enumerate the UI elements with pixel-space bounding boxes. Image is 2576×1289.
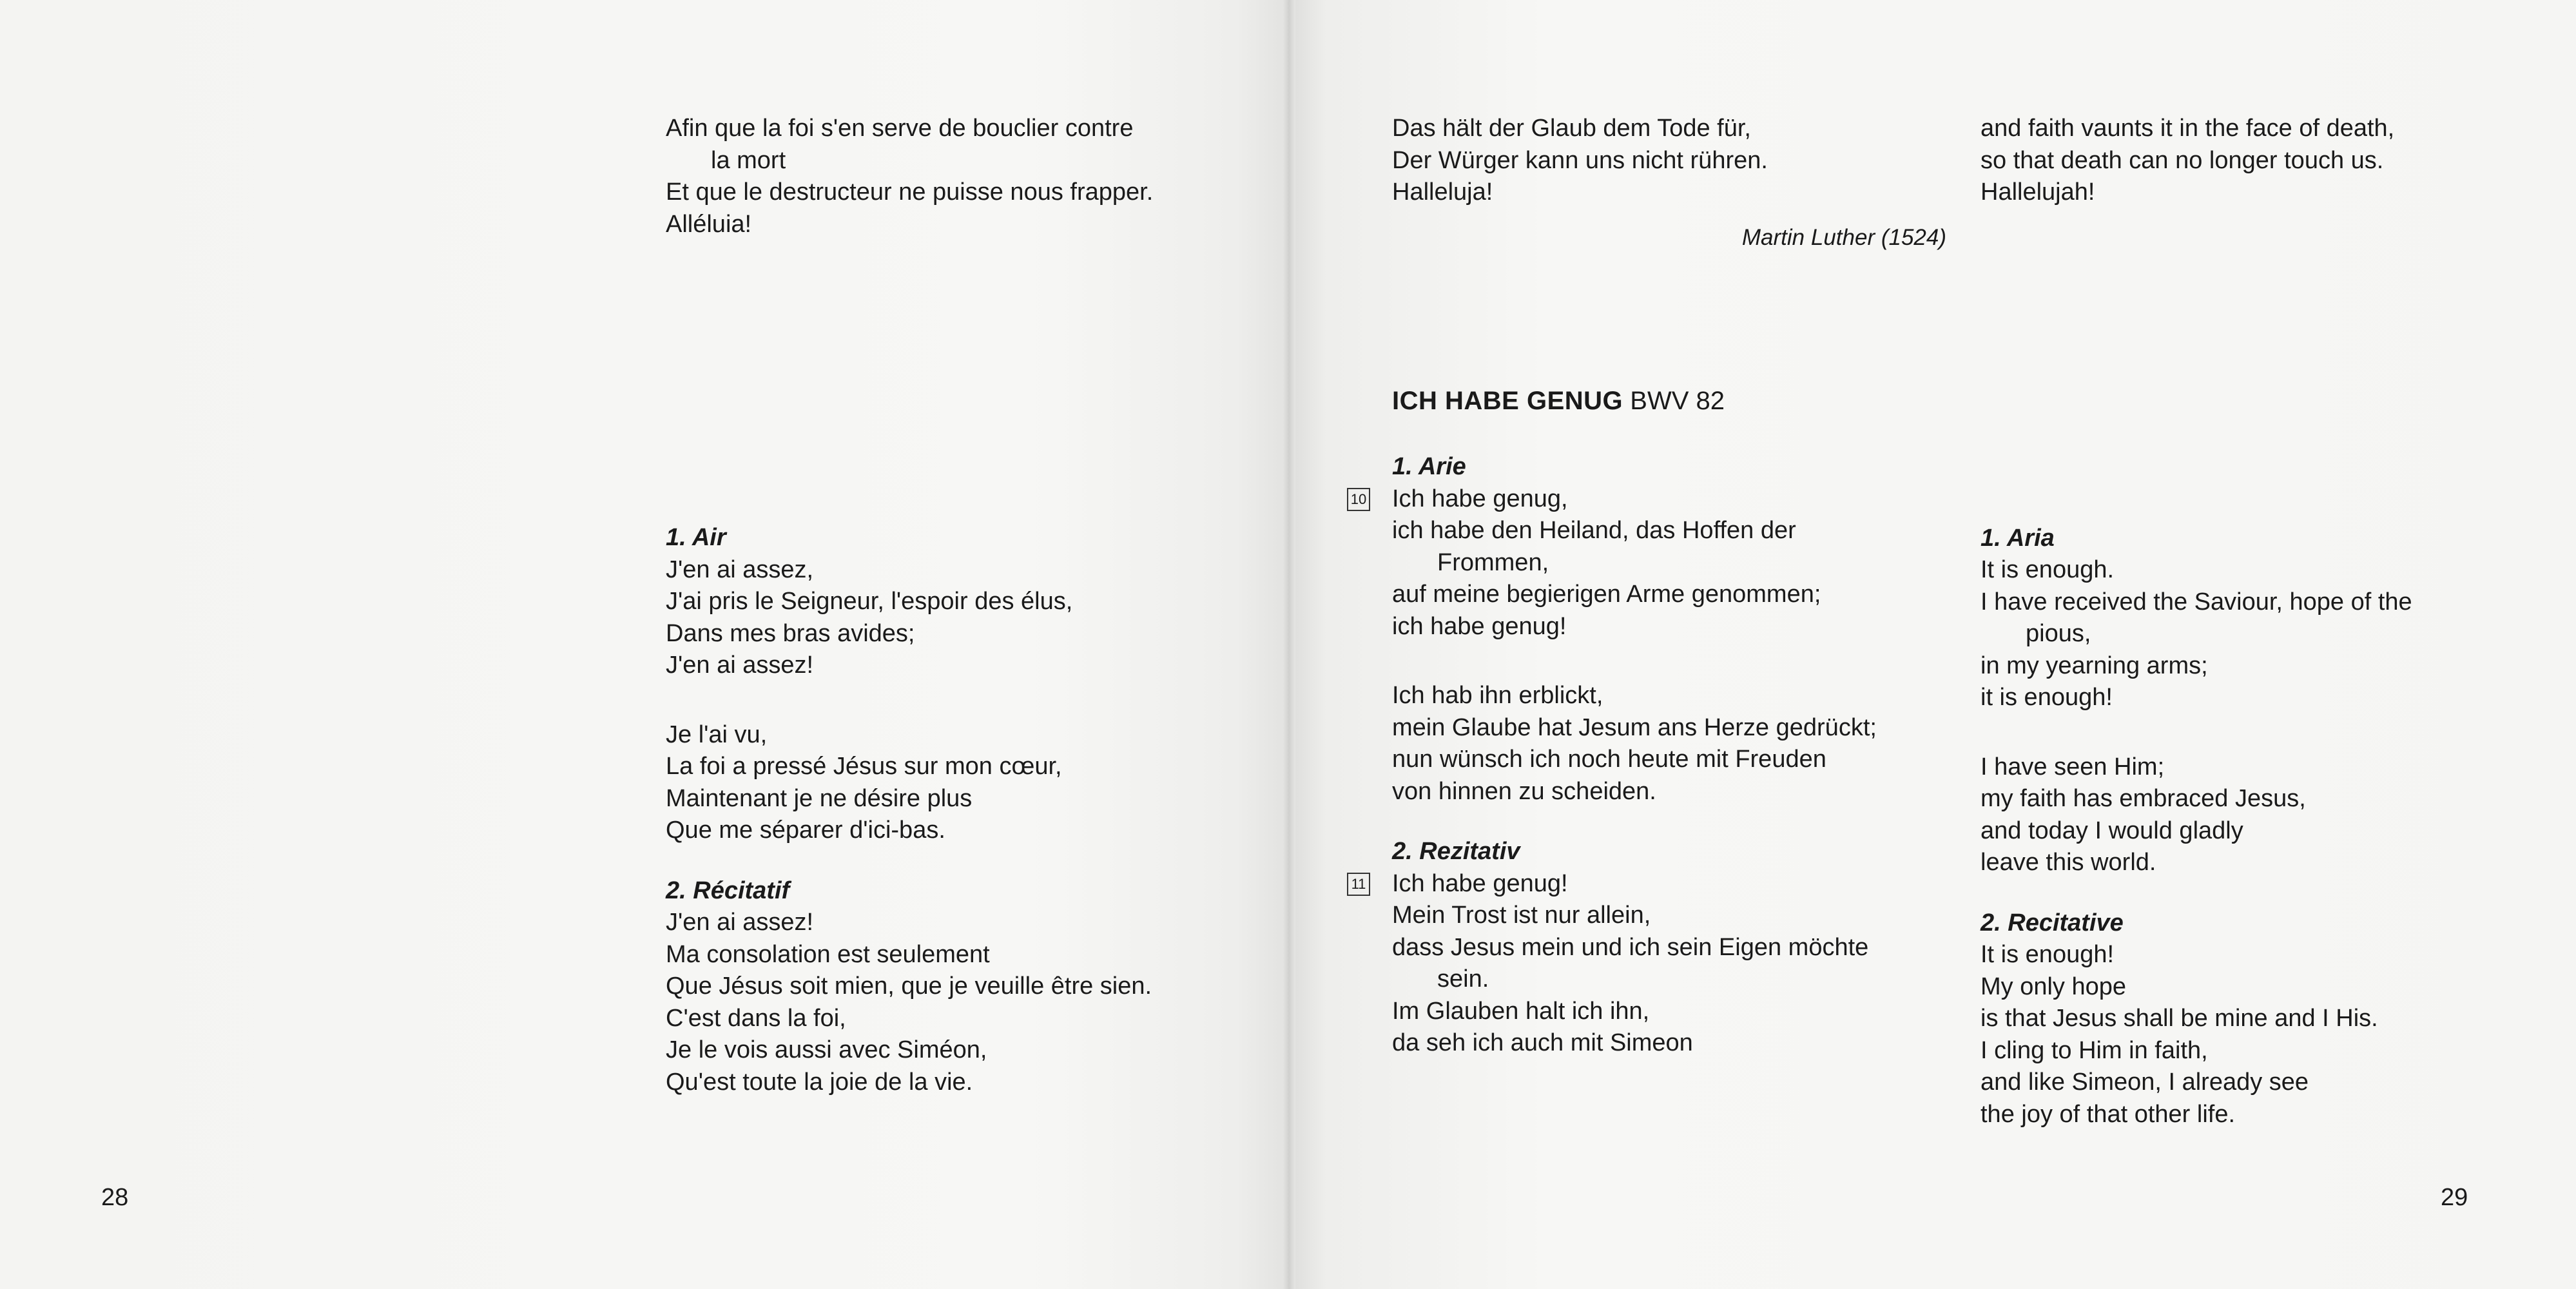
stanza-gap (1392, 808, 1959, 836)
work-catalog-number: BWV 82 (1630, 387, 1725, 415)
text-line: ich habe genug! (1392, 612, 1567, 640)
text-line: so that death can no longer touch us. (1980, 146, 2384, 174)
text-line: Halleluja! (1392, 179, 1493, 206)
text-line: nun wünsch ich noch heute mit Freuden (1392, 746, 1826, 773)
text-line: and faith vaunts it in the face of death, (1980, 115, 2395, 142)
stanza-gap (1980, 879, 2535, 907)
text-line: It is enough! (1980, 941, 2115, 968)
text-line: La foi a pressé Jésus sur mon cœur, (666, 753, 1062, 780)
text-line: Dans mes bras avides; (666, 619, 915, 647)
text-line: in my yearning arms; (1980, 652, 2208, 679)
track-number-badge: 10 (1347, 488, 1370, 511)
text-line: auf meine begierigen Arme genommen; (1392, 581, 1821, 608)
text-line: da seh ich auch mit Simeon (1392, 1029, 1693, 1056)
text-line: von hinnen zu scheiden. (1392, 777, 1656, 805)
text-line: Que me séparer d'ici-bas. (666, 817, 945, 844)
text-line: Afin que la foi s'en serve de bouclier contre (666, 115, 1134, 142)
french-text-column (666, 113, 1246, 1098)
text-line: sein. (1437, 965, 1489, 993)
text-line: Ich hab ihn erblickt, (1392, 682, 1603, 709)
text-line: ich habe den Heiland, das Hoffen der (1392, 517, 1796, 544)
work-title (1392, 384, 1959, 418)
text-line: J'en ai assez! (666, 652, 814, 679)
spacer (1980, 209, 2535, 523)
text-line: my faith has embraced Jesus, (1980, 785, 2306, 812)
text-line: J'en ai assez, (666, 556, 814, 583)
text-line: J'en ai assez! (666, 909, 814, 936)
text-line: dass Jesus mein und ich sein Eigen möchte (1392, 933, 1869, 961)
spacer (1392, 253, 1959, 384)
text-line: Hallelujah! (1980, 179, 2095, 206)
text-line: Je l'ai vu, (666, 721, 768, 748)
spacer (1392, 418, 1959, 451)
stanza (1350, 483, 1959, 643)
text-line: leave this world. (1980, 849, 2156, 876)
text-line: and like Simeon, I already see (1980, 1069, 2309, 1096)
text-line: Frommen, (1437, 548, 1549, 576)
section-heading-recitatif: 2. Récitatif (666, 877, 790, 904)
stanza-gap (666, 682, 1246, 719)
text-line: Je le vois aussi avec Siméon, (666, 1036, 987, 1063)
text-line: Maintenant je ne désire plus (666, 784, 973, 812)
text-line: Alléluia! (666, 210, 752, 238)
stanza-gap (1392, 643, 1959, 680)
stanza (1351, 868, 1959, 1060)
text-line: pious, (2026, 620, 2091, 647)
text-line: Mein Trost ist nur allein, (1392, 902, 1651, 929)
text-line: Et que le destructeur ne puisse nous frapper. (666, 179, 1154, 206)
text-line: J'ai pris le Seigneur, l'espoir des élus, (666, 588, 1073, 615)
page-number-left: 28 (101, 1184, 129, 1211)
text-line: Ma consolation est seulement (666, 940, 990, 968)
work-title-name: ICH HABE GENUG (1392, 387, 1623, 415)
section-heading-air: 1. Air (666, 524, 726, 551)
german-text-column (1350, 113, 1959, 1060)
text-line: it is enough! (1980, 684, 2113, 711)
section-heading-aria: 1. Aria (1980, 524, 2055, 552)
text-line: Das hält der Glaub dem Tode für, (1392, 115, 1751, 142)
text-line: the joy of that other life. (1980, 1100, 2236, 1128)
text-line: Der Würger kann uns nicht rühren. (1392, 146, 1768, 174)
text-line: I cling to Him in faith, (1980, 1036, 2208, 1064)
page-number-right: 29 (2441, 1184, 2468, 1211)
text-line: It is enough. (1980, 556, 2115, 583)
text-line: Ich habe genug! (1392, 869, 1568, 897)
text-line: I have received the Saviour, hope of the (1980, 588, 2412, 615)
stanza-gap (1980, 714, 2535, 751)
book-spine (1283, 0, 1295, 1289)
text-line: My only hope (1980, 973, 2127, 1000)
text-line: Qu'est toute la joie de la vie. (666, 1068, 973, 1096)
text-line: mein Glaube hat Jesum ans Herze gedrückt; (1392, 713, 1877, 741)
text-line: C'est dans la foi, (666, 1004, 846, 1032)
section-heading-recitative: 2. Recitative (1980, 909, 2124, 936)
text-line: Que Jésus soit mien, que je veuille être sien. (666, 973, 1152, 1000)
author-credit: Martin Luther (1524) (1741, 224, 1946, 250)
text-line: is that Jesus shall be mine and I His. (1980, 1005, 2378, 1032)
section-heading-arie: 1. Arie (1392, 453, 1466, 480)
english-text-column (1980, 113, 2535, 1130)
text-line: Im Glauben halt ich ihn, (1392, 997, 1650, 1025)
spacer (666, 240, 1246, 522)
section-heading-rezitativ: 2. Rezitativ (1392, 838, 1520, 865)
stanza-gap (666, 847, 1246, 875)
text-line: la mort (711, 146, 786, 174)
text-line: I have seen Him; (1980, 753, 2165, 780)
text-line: and today I would gladly (1980, 817, 2243, 844)
text-line: Ich habe genug, (1392, 485, 1568, 512)
track-number-badge: 11 (1347, 873, 1370, 896)
